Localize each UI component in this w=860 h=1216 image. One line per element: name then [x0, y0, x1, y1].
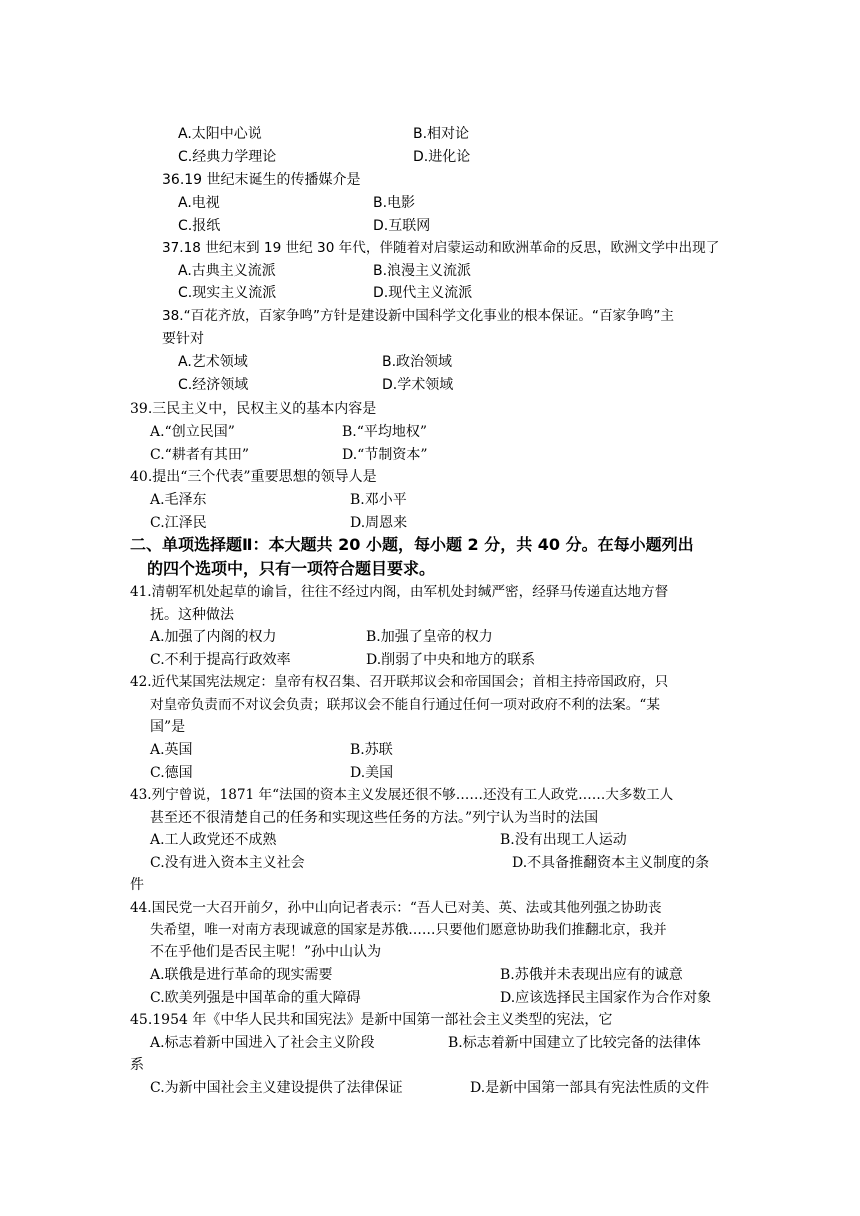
q42-option-d: D.美国 [350, 765, 394, 781]
q35-option-d: D.进化论 [413, 149, 471, 165]
q45-option-b-continuation: 系 [130, 1057, 144, 1073]
q40-option-d: D.周恩来 [350, 515, 408, 531]
q44-stem-line3: 不在乎他们是否民主呢！”孙中山认为 [150, 944, 382, 960]
q38-option-b: B.政治领域 [382, 354, 453, 370]
q41-stem-line1: 41.清朝军机处起草的谕旨，往往不经过内阁，由军机处封缄严密，经驿马传递直达地方督 [130, 584, 669, 600]
q44-option-c: C.欧美列强是中国革命的重大障碍 [150, 990, 361, 1006]
q44-option-d: D.应该选择民主国家作为合作对象 [500, 990, 712, 1006]
q38-stem-line2: 要针对 [162, 331, 204, 347]
section-heading-line2: 的四个选项中，只有一项符合题目要求。 [147, 559, 436, 578]
q37-option-c: C.现实主义流派 [178, 285, 277, 301]
q40-option-c: C.江泽民 [150, 515, 207, 531]
q44-stem-line2: 失希望，唯一对南方表现诚意的国家是苏俄……只要他们愿意协助我们推翻北京，我并 [150, 922, 667, 938]
q38-stem-line1: 38.“百花齐放，百家争鸣”方针是建设新中国科学文化事业的根本保证。“百家争鸣”主 [162, 308, 674, 324]
q39-option-d: D.“节制资本” [342, 447, 428, 463]
q41-option-d: D.削弱了中央和地方的联系 [366, 652, 536, 668]
q37-option-b: B.浪漫主义流派 [373, 263, 472, 279]
q43-option-c: C.没有进入资本主义社会 [150, 855, 305, 871]
q36-option-a: A.电视 [178, 195, 220, 211]
q42-stem-line2: 对皇帝负责而不对议会负责；联邦议会不能自行通过任何一项对政府不利的法案。“某 [150, 697, 660, 713]
q45-stem: 45.1954 年《中华人民共和国宪法》是新中国第一部社会主义类型的宪法，它 [130, 1012, 613, 1028]
q45-option-c: C.为新中国社会主义建设提供了法律保证 [150, 1080, 403, 1096]
q43-stem-line1: 43.列宁曾说，1871 年“法国的资本主义发展还很不够……还没有工人政党……大多数工人 [130, 787, 674, 803]
q45-option-a: A.标志着新中国进入了社会主义阶段 [150, 1035, 375, 1051]
q42-option-c: C.德国 [150, 765, 193, 781]
section-heading-line1: 二、单项选择题Ⅱ：本大题共 20 小题，每小题 2 分，共 40 分。在每小题列出 [130, 535, 694, 554]
q39-option-c: C.“耕者有其田” [150, 447, 249, 463]
q38-option-a: A.艺术领域 [178, 354, 248, 370]
q45-option-d: D.是新中国第一部具有宪法性质的文件 [470, 1080, 710, 1096]
q43-option-b: B.没有出现工人运动 [500, 832, 627, 848]
q39-option-a: A.“创立民国” [150, 424, 235, 440]
q41-stem-line2: 抚。这种做法 [150, 607, 234, 623]
q36-option-b: B.电影 [373, 195, 416, 211]
q42-option-a: A.英国 [150, 742, 193, 758]
q43-option-d-continuation: 件 [130, 877, 144, 893]
q39-stem: 39.三民主义中，民权主义的基本内容是 [130, 401, 377, 417]
q43-option-a: A.工人政党还不成熟 [150, 832, 277, 848]
q44-stem-line1: 44.国民党一大召开前夕，孙中山向记者表示：“吾人已对美、英、法或其他列强之协助丧 [130, 900, 662, 916]
q40-option-b: B.邓小平 [350, 492, 407, 508]
q41-option-b: B.加强了皇帝的权力 [366, 629, 493, 645]
q40-option-a: A.毛泽东 [150, 492, 207, 508]
q44-option-a: A.联俄是进行革命的现实需要 [150, 967, 333, 983]
q37-option-a: A.古典主义流派 [178, 263, 276, 279]
q39-option-b: B.“平均地权” [342, 424, 428, 440]
q36-stem: 36.19 世纪末诞生的传播媒介是 [162, 172, 361, 188]
q43-option-d: D.不具备推翻资本主义制度的条 [512, 855, 710, 871]
q41-option-a: A.加强了内阁的权力 [150, 629, 277, 645]
q36-option-d: D.互联网 [373, 218, 431, 234]
q37-option-d: D.现代主义流派 [373, 285, 473, 301]
q35-option-a: A.太阳中心说 [178, 126, 262, 142]
q45-option-b: B.标志着新中国建立了比较完备的法律体 [448, 1035, 701, 1051]
q35-option-b: B.相对论 [413, 126, 470, 142]
q38-option-d: D.学术领域 [382, 377, 454, 393]
q35-option-c: C.经典力学理论 [178, 149, 277, 165]
q41-option-c: C.不利于提高行政效率 [150, 652, 291, 668]
q43-stem-line2: 甚至还不很清楚自己的任务和实现这些任务的方法。”列宁认为当时的法国 [150, 810, 599, 826]
q38-option-c: C.经济领域 [178, 377, 249, 393]
q42-option-b: B.苏联 [350, 742, 393, 758]
q42-stem-line3: 国”是 [150, 719, 186, 735]
q37-stem: 37.18 世纪末到 19 世纪 30 年代，伴随着对启蒙运动和欧洲革命的反思，欧洲文学中出现了 [162, 240, 720, 256]
q42-stem-line1: 42.近代某国宪法规定：皇帝有权召集、召开联邦议会和帝国国会；首相主持帝国政府，只 [130, 674, 669, 690]
q36-option-c: C.报纸 [178, 218, 221, 234]
q44-option-b: B.苏俄并未表现出应有的诚意 [500, 967, 683, 983]
q40-stem: 40.提出“三个代表”重要思想的领导人是 [130, 469, 377, 485]
